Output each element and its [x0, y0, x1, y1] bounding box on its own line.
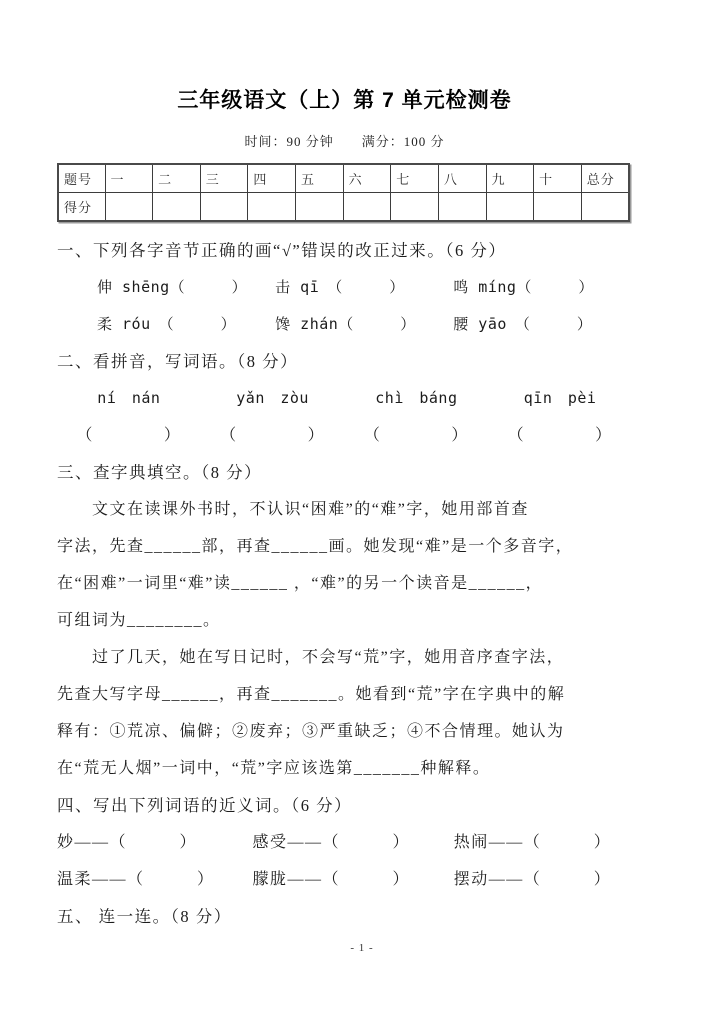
- score-blank-cell: [391, 193, 439, 222]
- section3-text-line: 在“困难”一词里“难”读______ ，“难”的另一个读音是______，: [57, 575, 544, 592]
- score-label-cell: 得分: [58, 193, 105, 222]
- score-blank-cell: [438, 193, 486, 222]
- score-blank-cell: [105, 193, 153, 222]
- section2-heading: 二、看拼音，写词语。（8 分）: [57, 352, 299, 371]
- section3-text-line: 在“荒无人烟”一词中，“荒”字应该选第_______种解释。: [57, 760, 491, 777]
- synonym-item: 感受——（ ）: [252, 834, 411, 851]
- score-table-header-cell: 总分: [581, 164, 629, 193]
- answer-parens: （ ）: [507, 427, 613, 444]
- score-blank-cell: [581, 193, 629, 222]
- synonym-item: 热闹——（ ）: [453, 834, 612, 851]
- score-table-header-cell: 四: [248, 164, 296, 193]
- pinyin-check-item: 鸣 míng（ ）: [453, 278, 594, 296]
- section3-text-line: 可组词为________。: [57, 612, 221, 629]
- pinyin-check-item: 伸 shēng（ ）: [97, 278, 248, 296]
- score-blank-cell: [534, 193, 582, 222]
- score-table-header-cell: 七: [391, 164, 439, 193]
- answer-parens: （ ）: [76, 427, 182, 444]
- score-table-score-row: [58, 193, 629, 222]
- score-table-header-cell: 二: [153, 164, 201, 193]
- synonym-item: 妙——（ ）: [57, 834, 198, 851]
- section3-text-line: 文文在读课外书时，不认识“困难”的“难”字，她用部首查: [57, 501, 529, 518]
- pinyin-check-item: 腰 yāo （ ）: [453, 315, 593, 333]
- page-number-footer: - 1 -: [350, 942, 374, 954]
- pinyin-word: chì báng: [375, 389, 458, 407]
- section1-heading: 一、下列各字音节正确的画“√”错误的改正过来。（6 分）: [57, 241, 507, 260]
- section5-heading: 五、 连一连。（8 分）: [57, 907, 232, 926]
- section4-row2: [57, 861, 632, 898]
- section1-row2: [57, 306, 632, 343]
- section2-pinyin-row: [57, 380, 632, 417]
- page-title: 三年级语文（上）第 7 单元检测卷: [177, 89, 512, 112]
- score-table: [57, 163, 630, 222]
- score-blank-cell: [296, 193, 344, 222]
- section3-heading: 三、查字典填空。（8 分）: [57, 463, 263, 482]
- section1-row1: [57, 269, 632, 306]
- score-blank-cell: [248, 193, 296, 222]
- score-blank-cell: [153, 193, 201, 222]
- score-table-header-cell: 三: [200, 164, 248, 193]
- score-table-header-cell: 五: [296, 164, 344, 193]
- section3-text-line: 先查大写字母______，再查_______。她看到“荒”字在字典中的解: [57, 686, 566, 703]
- pinyin-check-item: 击 qī （ ）: [275, 278, 405, 296]
- pinyin-check-item: 馋 zhán（ ）: [275, 315, 416, 333]
- question-sections: [57, 232, 632, 935]
- score-blank-cell: [486, 193, 534, 222]
- score-blank-cell: [200, 193, 248, 222]
- section2-answer-parens-row: [57, 417, 632, 454]
- answer-parens: （ ）: [363, 427, 469, 444]
- pinyin-check-item: 柔 róu （ ）: [97, 315, 237, 333]
- synonym-item: 温柔——（ ）: [57, 871, 215, 888]
- score-table-header-cell: 九: [486, 164, 534, 193]
- exam-paper-content: [57, 84, 632, 935]
- section4-heading: 四、写出下列词语的近义词。（6 分）: [57, 796, 353, 815]
- section3-text-line: 释有：①荒凉、偏僻；②废弃；③严重缺乏；④不合情理。她认为: [57, 723, 565, 740]
- section3-text-line: 过了几天，她在写日记时，不会写“荒”字，她用音序查字法，: [57, 649, 565, 666]
- score-table-header-cell: 题号: [58, 164, 105, 193]
- synonym-item: 朦胧——（ ）: [252, 871, 411, 888]
- exam-time-score-subtitle: 时间：90 分钟 满分：100 分: [244, 134, 445, 149]
- score-table-header-cell: 六: [343, 164, 391, 193]
- score-table-header-cell: 一: [105, 164, 153, 193]
- score-table-header-row: [58, 164, 629, 193]
- synonym-item: 摆动——（ ）: [453, 871, 612, 888]
- score-blank-cell: [343, 193, 391, 222]
- score-table-header-cell: 八: [438, 164, 486, 193]
- section3-text-line: 字法，先查______部，再查______画。她发现“难”是一个多音字，: [57, 538, 574, 555]
- score-table-header-cell: 十: [534, 164, 582, 193]
- pinyin-word: qīn pèi: [523, 389, 597, 407]
- section4-row1: [57, 824, 632, 861]
- pinyin-word: yǎn zòu: [236, 389, 309, 407]
- answer-parens: （ ）: [220, 427, 326, 444]
- pinyin-word: ní nán: [97, 389, 161, 407]
